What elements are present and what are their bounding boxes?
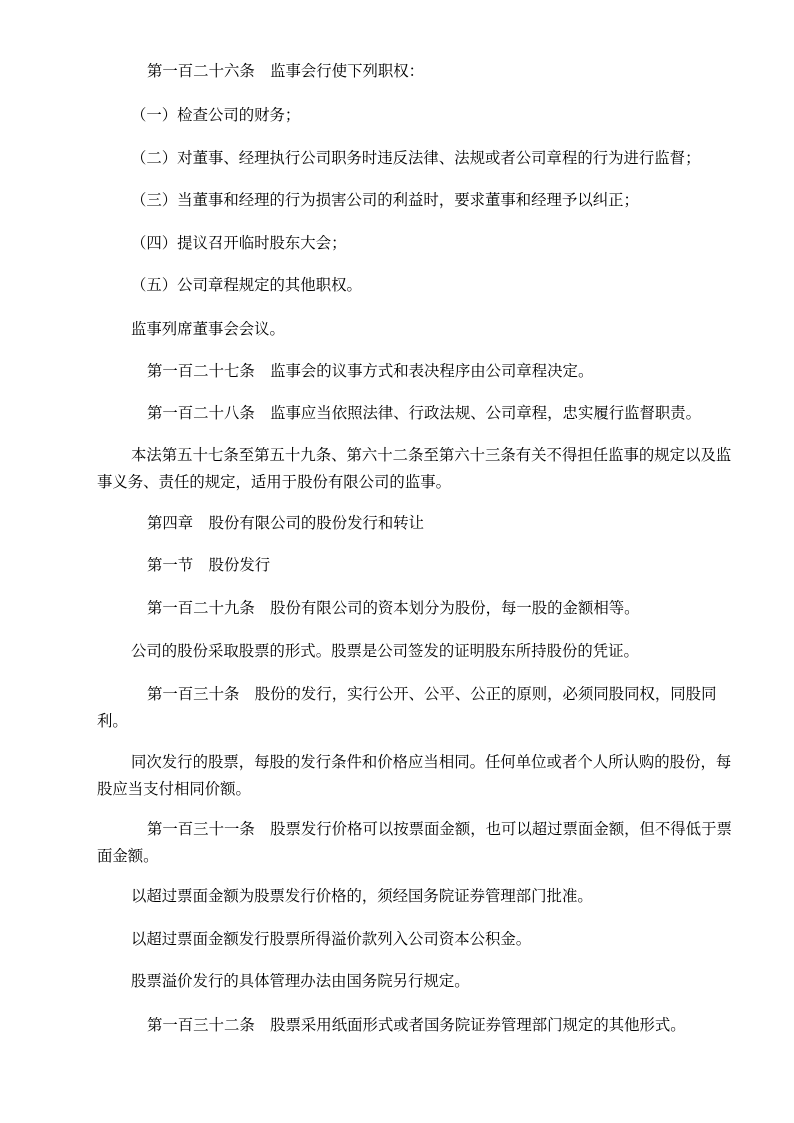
section-1-heading: 第一节 股份发行 [147,556,271,574]
article-128: 第一百二十八条 监事应当依照法律、行政法规、公司章程，忠实履行监督职责。 [147,404,702,422]
paragraph-premium-reserve: 以超过票面金额发行股票所得溢价款列入公司资本公积金。 [131,930,532,948]
list-item-2: （二）对董事、经理执行公司职务时违反法律、法规或者公司章程的行为进行监督； [131,149,701,167]
paragraph-premium-rules: 股票溢价发行的具体管理办法由国务院另行规定。 [131,972,470,990]
paragraph-premium-approval: 以超过票面金额为股票发行价格的，须经国务院证券管理部门批准。 [131,887,593,905]
chapter-4-heading: 第四章 股份有限公司的股份发行和转让 [147,514,425,532]
article-126: 第一百二十六条 监事会行使下列职权： [147,62,425,80]
list-item-5: （五）公司章程规定的其他职权。 [131,276,362,294]
article-129: 第一百二十九条 股份有限公司的资本划分为股份，每一股的金额相等。 [147,599,640,617]
paragraph-supervisors-attend: 监事列席董事会会议。 [131,320,285,338]
list-item-3: （三）当董事和经理的行为损害公司的利益时，要求董事和经理予以纠正； [131,191,639,209]
article-131: 第一百三十一条 股票发行价格可以按票面金额，也可以超过票面金额，但不得低于票面金额。 [97,820,732,865]
paragraph-share-form: 公司的股份采取股票的形式。股票是公司签发的证明股东所持股份的凭证。 [131,642,639,660]
paragraph-same-issue: 同次发行的股票，每股的发行条件和价格应当相同。任何单位或者个人所认购的股份，每股应当支付相同价额。 [97,753,732,798]
article-127: 第一百二十七条 监事会的议事方式和表决程序由公司章程决定。 [147,362,594,380]
article-132: 第一百三十二条 股票采用纸面形式或者国务院证券管理部门规定的其他形式。 [147,1016,686,1034]
article-130: 第一百三十条 股份的发行，实行公开、公平、公正的原则，必须同股同权，同股同利。 [97,685,717,730]
list-item-1: （一）检查公司的财务； [131,106,301,124]
list-item-4: （四）提议召开临时股东大会； [131,234,347,252]
paragraph-applicability: 本法第五十七条至第五十九条、第六十二条至第六十三条有关不得担任监事的规定以及监事义务、责任的规定，适用于股份有限公司的监事。 [97,446,732,491]
